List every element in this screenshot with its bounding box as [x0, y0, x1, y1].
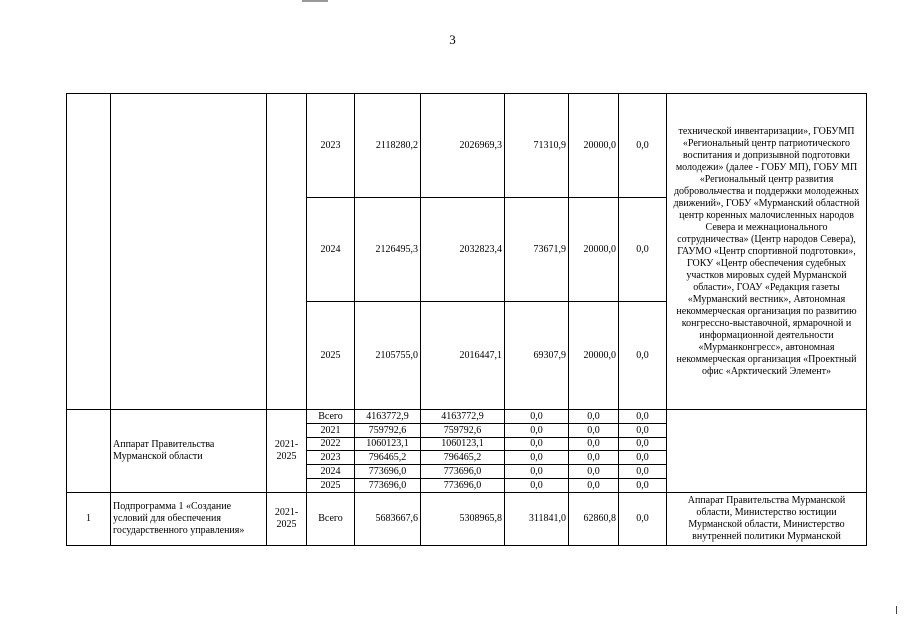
- value-cell: 0,0: [505, 410, 569, 424]
- value-cell: 0,0: [619, 451, 667, 465]
- name-cell-empty: [111, 94, 267, 410]
- table-row: [67, 493, 867, 546]
- value-cell: 20000,0: [569, 94, 619, 198]
- value-cell: 773696,0: [421, 465, 505, 479]
- value-cell: 20000,0: [569, 198, 619, 302]
- value-cell: 0,0: [569, 410, 619, 424]
- value-cell: 0,0: [569, 438, 619, 451]
- year-cell: Всего: [307, 493, 355, 546]
- subprogram-number-cell: 1: [67, 493, 111, 546]
- value-cell: 2016447,1: [421, 302, 505, 410]
- year-cell: 2025: [307, 302, 355, 410]
- value-cell: 20000,0: [569, 302, 619, 410]
- total-cell: 2118280,2: [355, 94, 421, 198]
- value-cell: 0,0: [619, 438, 667, 451]
- value-cell: 773696,0: [421, 479, 505, 493]
- value-cell: 796465,2: [421, 451, 505, 465]
- total-cell: 773696,0: [355, 479, 421, 493]
- total-cell: 2126495,3: [355, 198, 421, 302]
- value-cell: 71310,9: [505, 94, 569, 198]
- executors-cell: технической инвентаризации», ГОБУМП «Региональный центр патриотического воспитания и допризывной подготовки молодежи» (далее - ГОБУ МП), ГОБУ МП «Региональный центр развития добровольчества и поддержки молодежных движений», ГОБУ «Мурманский областной центр коренных малочисленных народов Севера и межнационального сотрудничества» (Центр народов Севера), ГАУМО «Центр спортивной подготовки», ГОКУ «Центр обеспечения судебных участков мировых судей Мурманской области», ГОАУ «Редакция газеты «Мурманский вестник», Автономная некоммерческая организация по развитию конгрессно-выставочной, ярмарочной и информационной деятельности «Мурманконгресс», автономная некоммерческая организация «Проектный офис «Арктический Элемент»: [667, 94, 867, 410]
- value-cell: 0,0: [619, 302, 667, 410]
- year-cell: 2022: [307, 438, 355, 451]
- value-cell: 0,0: [619, 479, 667, 493]
- value-cell: 0,0: [619, 198, 667, 302]
- executors-cell-empty: [667, 410, 867, 493]
- total-cell: 2105755,0: [355, 302, 421, 410]
- subprogram-executors-cell: Аппарат Правительства Мурманской области, Министерство юстиции Мурманской области, Министерство внутренней политики Мурманской: [667, 493, 867, 546]
- top-mark: [302, 0, 328, 2]
- value-cell: 2026969,3: [421, 94, 505, 198]
- year-cell: Всего: [307, 410, 355, 424]
- table-row: [67, 94, 867, 198]
- value-cell: 62860,8: [569, 493, 619, 546]
- value-cell: 311841,0: [505, 493, 569, 546]
- value-cell: 0,0: [569, 479, 619, 493]
- value-cell: 4163772,9: [421, 410, 505, 424]
- budget-table: [66, 93, 867, 546]
- number-cell-empty: [67, 410, 111, 493]
- total-cell: 4163772,9: [355, 410, 421, 424]
- value-cell: 0,0: [619, 493, 667, 546]
- year-cell: 2023: [307, 94, 355, 198]
- page-number: 3: [449, 32, 456, 47]
- value-cell: 0,0: [505, 438, 569, 451]
- value-cell: 69307,9: [505, 302, 569, 410]
- value-cell: 73671,9: [505, 198, 569, 302]
- value-cell: 0,0: [505, 465, 569, 479]
- year-cell: 2023: [307, 451, 355, 465]
- total-cell: 1060123,1: [355, 438, 421, 451]
- total-cell: 759792,6: [355, 424, 421, 438]
- apparat-period-cell: 2021-2025: [267, 410, 307, 493]
- value-cell: 0,0: [505, 451, 569, 465]
- period-cell-empty: [267, 94, 307, 410]
- value-cell: 5308965,8: [421, 493, 505, 546]
- total-cell: 796465,2: [355, 451, 421, 465]
- table-row: [67, 410, 867, 424]
- subprogram-name-cell: Подпрограмма 1 «Создание условий для обеспечения государственного управления»: [111, 493, 267, 546]
- value-cell: 0,0: [505, 479, 569, 493]
- value-cell: 0,0: [619, 424, 667, 438]
- value-cell: 0,0: [569, 451, 619, 465]
- value-cell: 759792,6: [421, 424, 505, 438]
- value-cell: 0,0: [569, 465, 619, 479]
- year-cell: 2024: [307, 198, 355, 302]
- value-cell: 0,0: [619, 465, 667, 479]
- value-cell: 0,0: [569, 424, 619, 438]
- year-cell: 2024: [307, 465, 355, 479]
- value-cell: 0,0: [505, 424, 569, 438]
- year-cell: 2021: [307, 424, 355, 438]
- number-cell-empty: [67, 94, 111, 410]
- value-cell: 1060123,1: [421, 438, 505, 451]
- edge-mark: [896, 606, 897, 614]
- apparat-name-cell: Аппарат Правительства Мурманской области: [111, 410, 267, 493]
- value-cell: 0,0: [619, 410, 667, 424]
- total-cell: 5683667,6: [355, 493, 421, 546]
- subprogram-period-cell: 2021-2025: [267, 493, 307, 546]
- year-cell: 2025: [307, 479, 355, 493]
- value-cell: 0,0: [619, 94, 667, 198]
- total-cell: 773696,0: [355, 465, 421, 479]
- value-cell: 2032823,4: [421, 198, 505, 302]
